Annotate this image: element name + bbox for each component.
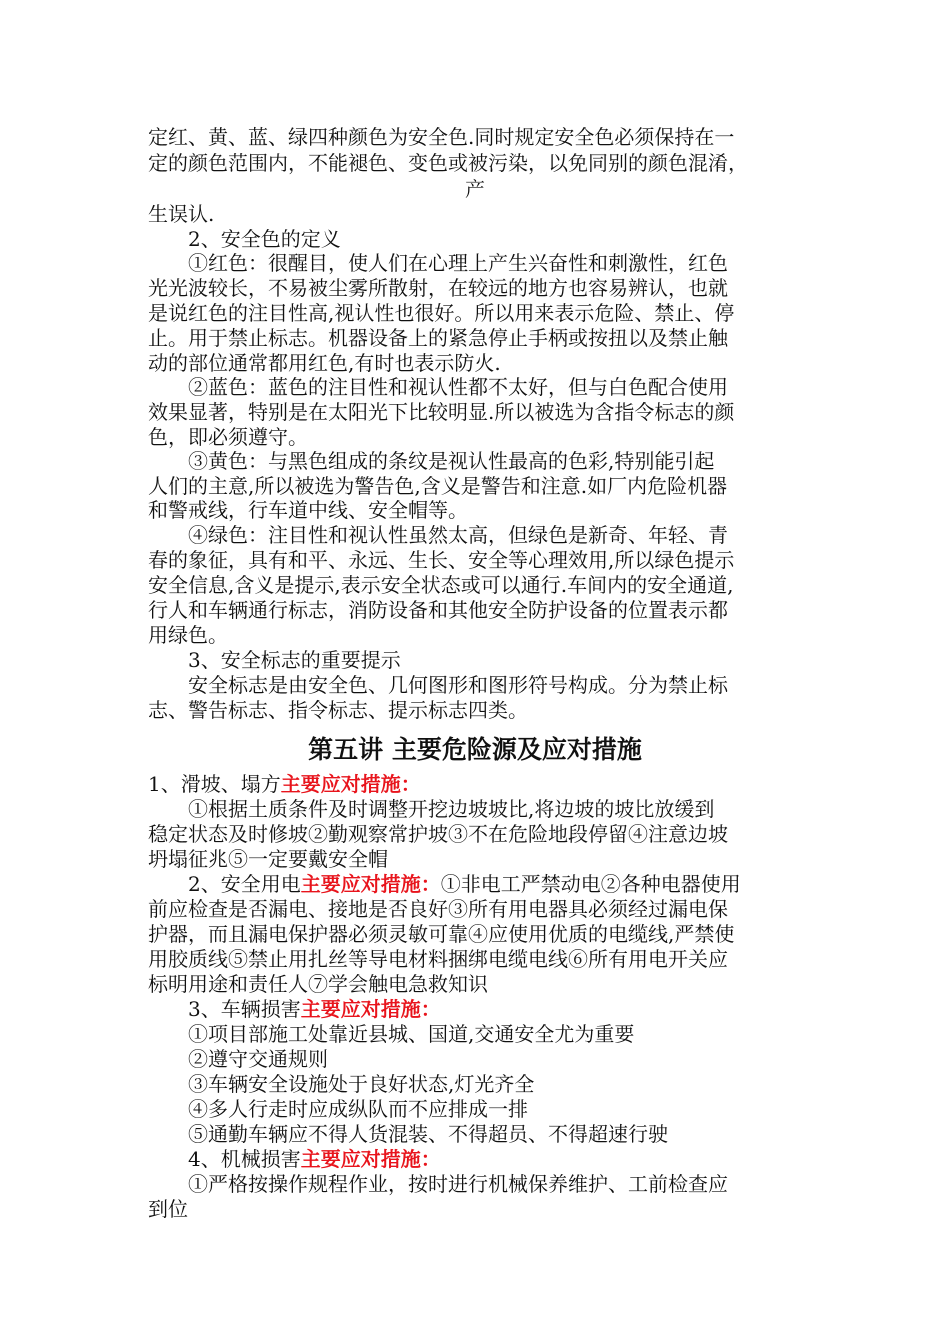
paragraph-line: 志、警告标志、指令标志、提示标志四类。 <box>148 698 528 722</box>
list-item: ②遵守交通规则 <box>188 1047 328 1071</box>
paragraph-line: ③黄色：与黑色组成的条纹是视认性最高的色彩,特别能引起 <box>188 449 715 473</box>
list-item: ③车辆安全设施处于良好状态,灯光齐全 <box>188 1072 535 1096</box>
item-title: 2、安全用电 <box>188 872 301 896</box>
list-item: ⑤通勤车辆应不得人货混装、不得超员、不得超速行驶 <box>188 1122 668 1146</box>
paragraph-line: 生误认. <box>148 202 215 226</box>
paragraph-line: 是说红色的注目性高,视认性也很好。所以用来表示危险、禁止、停 <box>148 301 735 325</box>
item-heading <box>188 996 441 1022</box>
measures-label: 主要应对措施： <box>300 872 441 896</box>
item-heading <box>148 771 421 797</box>
item-title: 3、车辆损害 <box>188 997 301 1021</box>
paragraph-line: 用绿色。 <box>148 623 228 647</box>
section-title: 3、安全标志的重要提示 <box>188 648 401 672</box>
item-text: ①非电工严禁动电②各种电器使用 <box>440 872 741 896</box>
paragraph-line: 光光波较长，不易被尘雾所散射，在较远的地方也容易辨认，也就 <box>148 276 728 300</box>
paragraph-line: 定的颜色范围内，不能褪色、变色或被污染，以免同别的颜色混淆， <box>148 151 748 175</box>
paragraph-line: ④绿色：注目性和视认性虽然太高，但绿色是新奇、年轻、青 <box>188 523 728 547</box>
item-title: 4、机械损害 <box>188 1147 301 1171</box>
item-heading <box>188 1146 441 1172</box>
paragraph-line: 到位 <box>148 1197 188 1221</box>
paragraph-line: 春的象征，具有和平、永远、生长、安全等心理效用,所以绿色提示 <box>148 548 735 572</box>
paragraph-line: 坍塌征兆⑤一定要戴安全帽 <box>148 847 388 871</box>
list-item: ④多人行走时应成纵队而不应排成一排 <box>188 1097 528 1121</box>
paragraph-line: 效果显著，特别是在太阳光下比较明显.所以被选为含指令标志的颜 <box>148 400 735 424</box>
section-title: 2、安全色的定义 <box>188 227 341 251</box>
paragraph-line: 稳定状态及时修坡②勤观察常护坡③不在危险地段停留④注意边坡 <box>148 822 728 846</box>
lecture-heading: 第五讲 主要危险源及应对措施 <box>308 735 642 764</box>
paragraph-line: 动的部位通常都用红色,有时也表示防火. <box>148 351 501 375</box>
paragraph-line: ②蓝色：蓝色的注目性和视认性都不太好，但与白色配合使用 <box>188 375 728 399</box>
paragraph-line: 标明用途和责任人⑦学会触电急救知识 <box>148 972 488 996</box>
paragraph-line: 产 <box>465 177 485 201</box>
paragraph-line: 行人和车辆通行标志，消防设备和其他安全防护设备的位置表示都 <box>148 598 728 622</box>
measures-label: 主要应对措施： <box>280 772 421 796</box>
paragraph-line: 安全信息,含义是提示,表示安全状态或可以通行.车间内的安全通道, <box>148 573 734 597</box>
item-title: 1、滑坡、塌方 <box>148 772 281 796</box>
paragraph-line: 安全标志是由安全色、几何图形和图形符号构成。分为禁止标 <box>188 673 728 697</box>
list-item: ①项目部施工处靠近县城、国道,交通安全尤为重要 <box>188 1022 635 1046</box>
paragraph-line: ①红色：很醒目，使人们在心理上产生兴奋性和刺激性，红色 <box>188 251 728 275</box>
paragraph-line: ①严格按操作规程作业，按时进行机械保养维护、工前检查应 <box>188 1172 728 1196</box>
paragraph-line: 前应检查是否漏电、接地是否良好③所有用电器具必须经过漏电保 <box>148 897 728 921</box>
paragraph-line: 人们的主意,所以被选为警告色,含义是警告和注意.如厂内危险机器 <box>148 474 728 498</box>
paragraph-line: 色，即必须遵守。 <box>148 425 308 449</box>
paragraph-line: 用胶质线⑤禁止用扎丝等导电材料捆绑电缆电线⑥所有用电开关应 <box>148 947 728 971</box>
paragraph-line: 护器，而且漏电保护器必须灵敏可靠④应使用优质的电缆线,严禁使 <box>148 922 735 946</box>
measures-label: 主要应对措施： <box>300 1147 441 1171</box>
paragraph-line: 定红、黄、蓝、绿四种颜色为安全色.同时规定安全色必须保持在一 <box>148 125 735 149</box>
paragraph-line: 和警戒线，行车道中线、安全帽等。 <box>148 498 468 522</box>
measures-label: 主要应对措施： <box>300 997 441 1021</box>
item-heading <box>188 871 741 897</box>
paragraph-line: 止。用于禁止标志。机器设备上的紧急停止手柄或按扭以及禁止触 <box>148 326 728 350</box>
paragraph-line: ①根据土质条件及时调整开挖边坡坡比,将边坡的坡比放缓到 <box>188 797 715 821</box>
